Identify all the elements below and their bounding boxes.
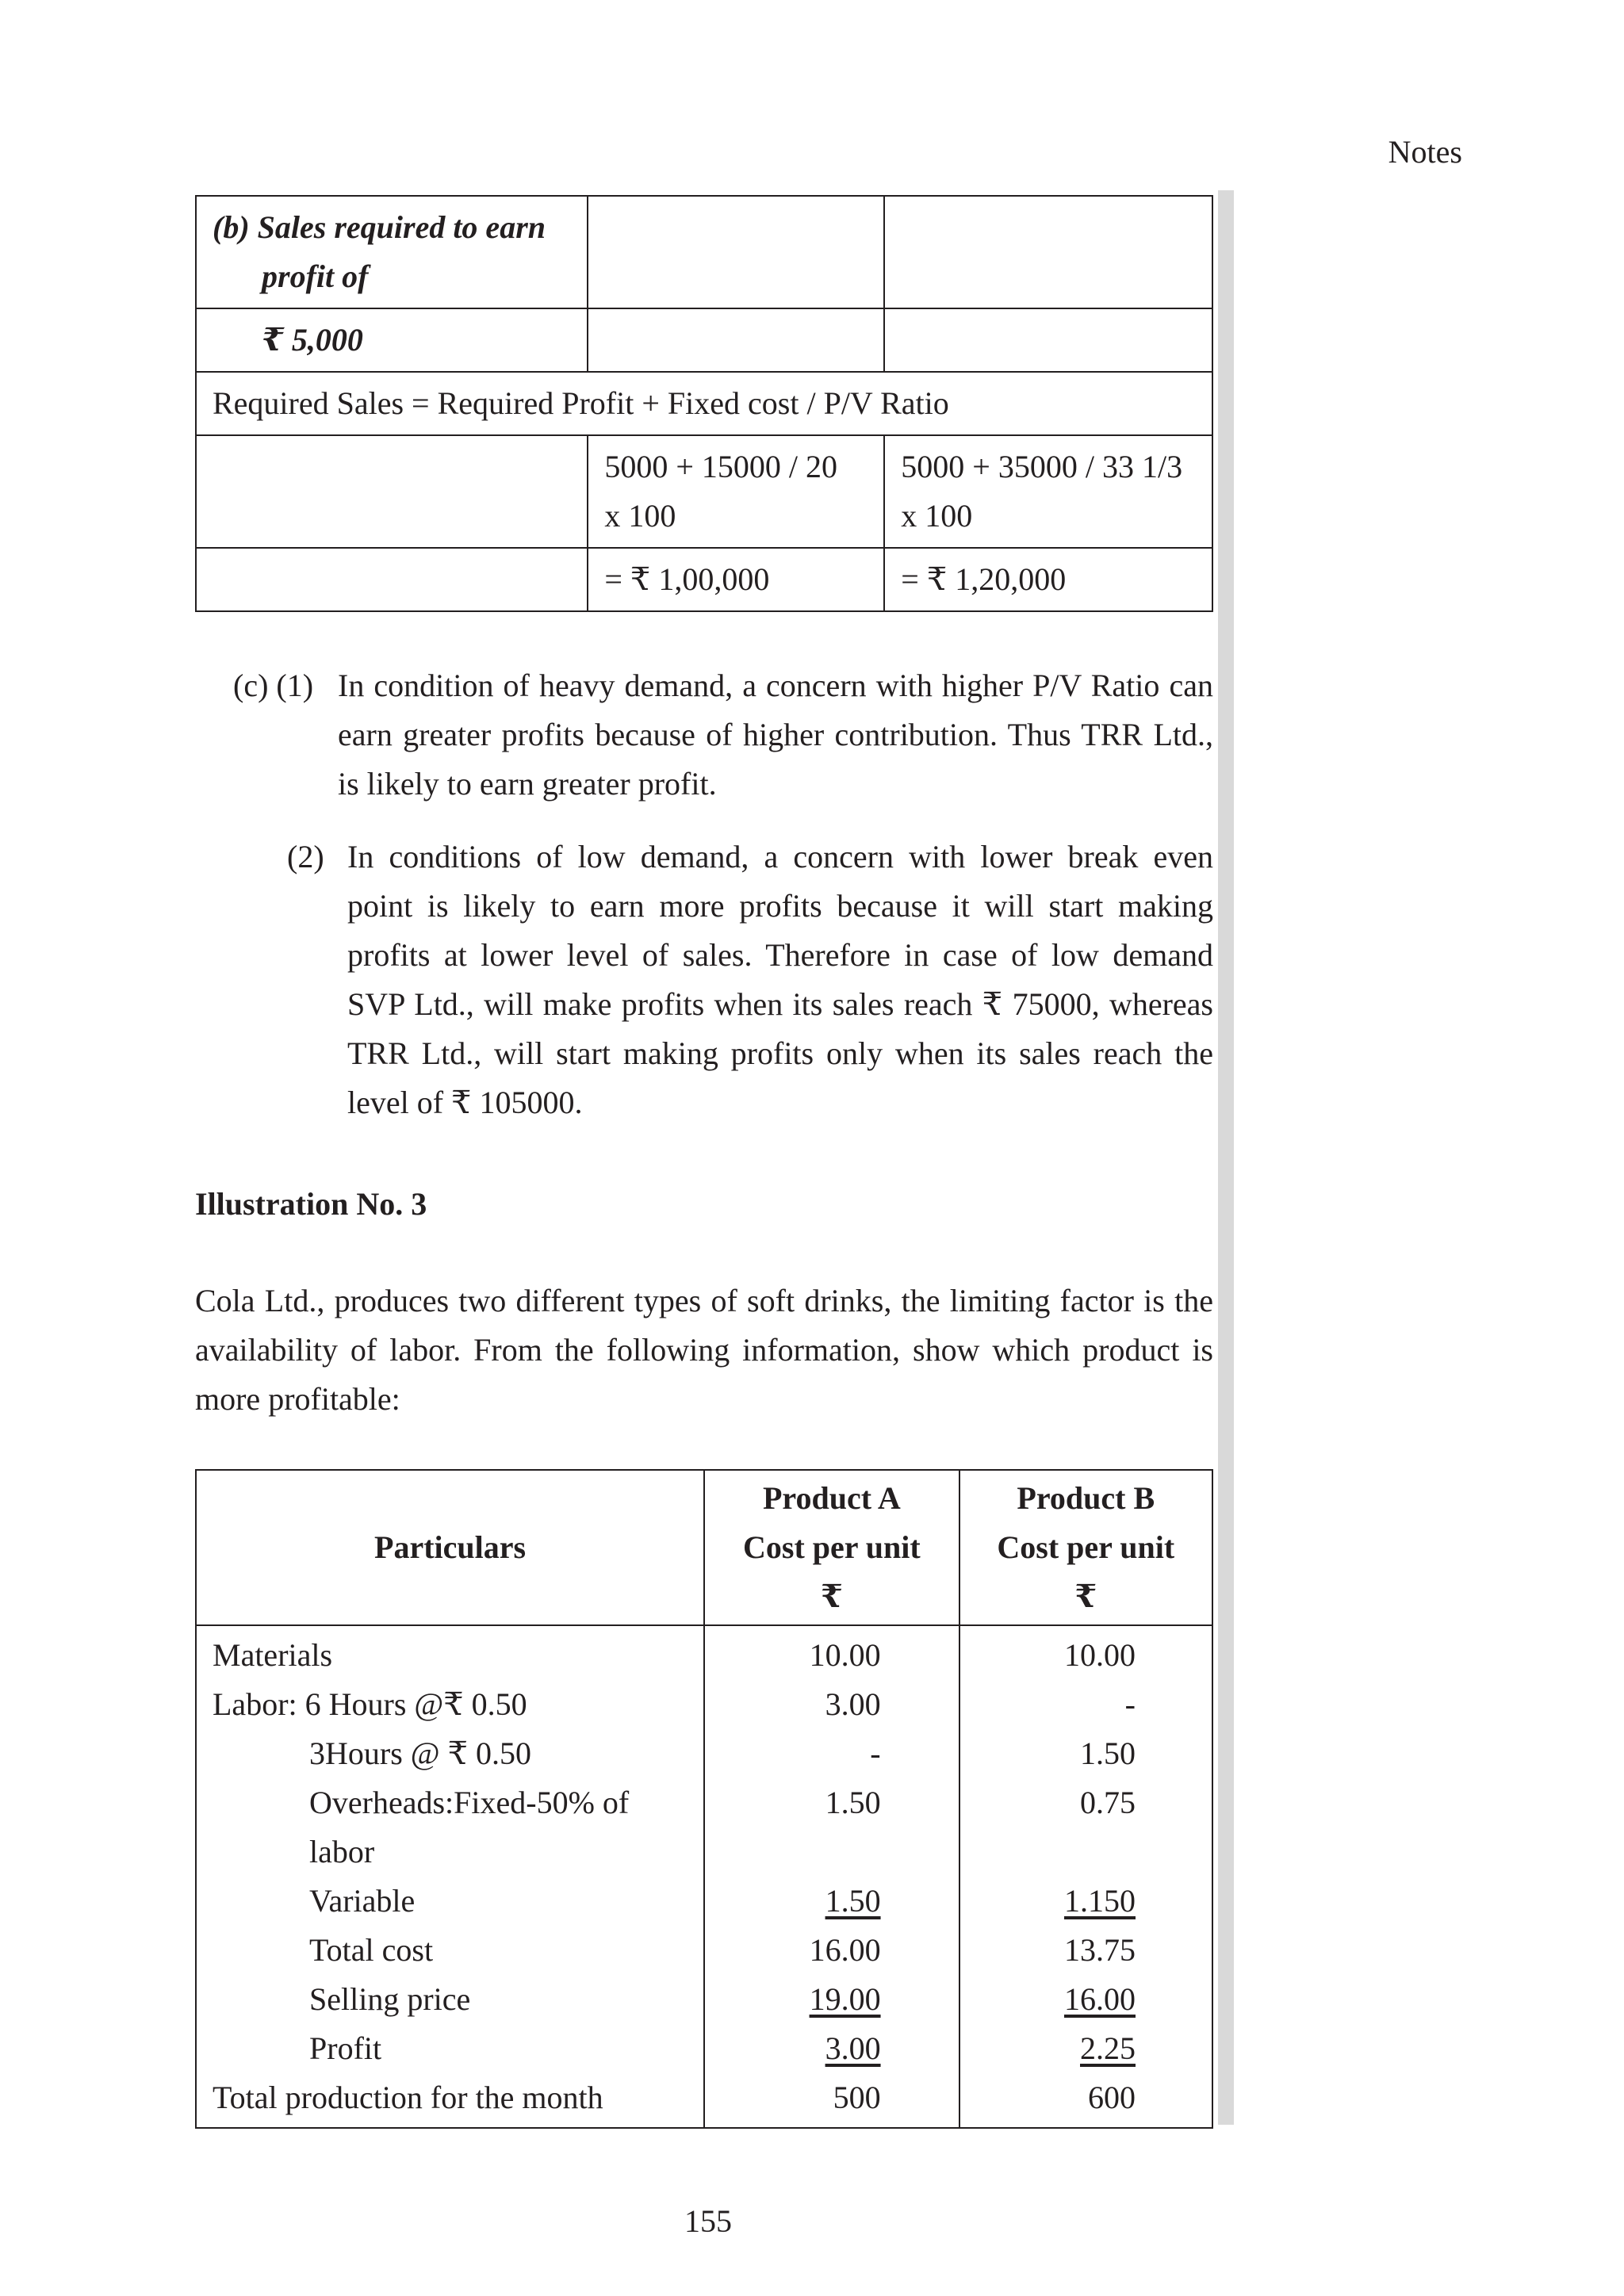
value-a: 10.00 [704, 1625, 959, 1680]
value-a: 1.50 [704, 1778, 959, 1877]
sales-required-label [196, 196, 588, 308]
illustration-heading: Illustration No. 3 [195, 1186, 427, 1222]
value-a-cell [704, 1877, 959, 1926]
table-row [196, 1625, 1212, 1680]
part-c-item-1 [233, 661, 1213, 809]
header-product-b [959, 1470, 1212, 1625]
calc-line: 5000 + 35000 / 33 1/3 [901, 449, 1183, 484]
value-b: 1.50 [959, 1729, 1212, 1778]
value-b-cell [959, 1877, 1212, 1926]
row-label: Profit [309, 2030, 382, 2066]
row-label-cell [196, 1926, 704, 1975]
sales-required-table [195, 195, 1213, 612]
value-a: 3.00 [704, 1680, 959, 1729]
value-a: 3.00 [825, 2030, 881, 2066]
row-label: 3Hours @ ₹ 0.50 [309, 1735, 532, 1771]
row-label-cell [196, 1778, 704, 1877]
value-b: 1.150 [1064, 1883, 1136, 1919]
value-b-cell [959, 2024, 1212, 2073]
value-a-cell [704, 2024, 959, 2073]
row-label: Materials [196, 1625, 704, 1680]
result-trr: = ₹ 1,20,000 [884, 548, 1212, 611]
header-line: Cost per unit [997, 1529, 1175, 1565]
label-line-2: profit of [262, 258, 369, 294]
table-row [196, 435, 1212, 548]
table-row [196, 1877, 1212, 1926]
calc-trr [884, 435, 1212, 548]
rupee-symbol: ₹ [1074, 1578, 1097, 1614]
item-number: (c) (1) [233, 668, 314, 703]
empty-cell [884, 308, 1212, 372]
calc-line: x 100 [604, 498, 676, 534]
item-number: (2) [287, 839, 324, 874]
value-a: 16.00 [704, 1926, 959, 1975]
value-a-cell [704, 1975, 959, 2024]
value-a: 19.00 [809, 1981, 881, 2017]
calc-svp [588, 435, 884, 548]
header-product-a [704, 1470, 959, 1625]
value-a: 1.50 [825, 1883, 881, 1919]
value-b-cell [959, 1975, 1212, 2024]
item-text: In conditions of low demand, a concern with lower break even point is likely to earn more profits because it will start making profits at lower level of sales. Therefore in case of low demand SVP Ltd., will make profits when its sales reach ₹ 75000, whereas TRR Ltd., will start making profits only when its sales reach the level of ₹ 105000. [347, 839, 1213, 1120]
table-row [196, 2024, 1212, 2073]
empty-cell [884, 196, 1212, 308]
row-label-cell [196, 1975, 704, 2024]
value-a: - [704, 1729, 959, 1778]
header-particulars: Particulars [196, 1470, 704, 1625]
value-b: 13.75 [959, 1926, 1212, 1975]
product-cost-table [195, 1469, 1213, 2129]
table-row [196, 196, 1212, 308]
intro-text: Cola Ltd., produces two different types of soft drinks, the limiting factor is the availability of labor. From the following information, show which product is more profitable: [195, 1283, 1213, 1417]
calc-line: 5000 + 15000 / 20 [604, 449, 838, 484]
row-label-cell [196, 2024, 704, 2073]
header-line: Product B [1017, 1480, 1155, 1516]
formula-cell: Required Sales = Required Profit + Fixed cost / P/V Ratio [196, 372, 1212, 435]
page-number: 155 [684, 2203, 732, 2239]
row-label: Total cost [309, 1932, 434, 1968]
table-row [196, 1680, 1212, 1729]
profit-amount: ₹ 5,000 [262, 322, 363, 358]
value-b: 16.00 [1064, 1981, 1136, 2017]
row-label-cell [196, 1877, 704, 1926]
value-b: - [959, 1680, 1212, 1729]
result-svp: = ₹ 1,00,000 [588, 548, 884, 611]
table-row [196, 1778, 1212, 1877]
empty-cell [588, 196, 884, 308]
table-row [196, 1729, 1212, 1778]
illustration-intro [195, 1276, 1213, 1424]
margin-rule [1218, 190, 1234, 2125]
table-row [196, 548, 1212, 611]
item-text: In condition of heavy demand, a concern with higher P/V Ratio can earn greater profits because of higher contribution. Thus TRR Ltd., is likely to earn greater profit. [338, 668, 1213, 802]
value-b: 0.75 [959, 1778, 1212, 1877]
rupee-symbol: ₹ [820, 1578, 843, 1614]
table-row [196, 1926, 1212, 1975]
empty-cell [196, 435, 588, 548]
table-row [196, 1975, 1212, 2024]
header-line: Cost per unit [742, 1529, 921, 1565]
value-b: 10.00 [959, 1625, 1212, 1680]
part-c-item-2 [287, 832, 1213, 1127]
row-label: Total production for the month [196, 2073, 704, 2128]
empty-cell [196, 548, 588, 611]
row-label: Overheads:Fixed-50% of labor [309, 1785, 630, 1869]
calc-line: x 100 [901, 498, 973, 534]
table-row [196, 308, 1212, 372]
header-line: Product A [763, 1480, 901, 1516]
header-row [196, 1470, 1212, 1625]
label-line-1: (b) Sales required to earn [213, 209, 546, 245]
row-label: Variable [309, 1883, 416, 1919]
value-a: 500 [704, 2073, 959, 2128]
notes-label: Notes [1388, 134, 1462, 170]
table-row [196, 2073, 1212, 2128]
row-label-cell [196, 1729, 704, 1778]
value-b: 600 [959, 2073, 1212, 2128]
value-b: 2.25 [1080, 2030, 1136, 2066]
table-row [196, 372, 1212, 435]
empty-cell [588, 308, 884, 372]
row-label: Labor: 6 Hours @₹ 0.50 [196, 1680, 704, 1729]
profit-amount-cell [196, 308, 588, 372]
row-label: Selling price [309, 1981, 471, 2017]
